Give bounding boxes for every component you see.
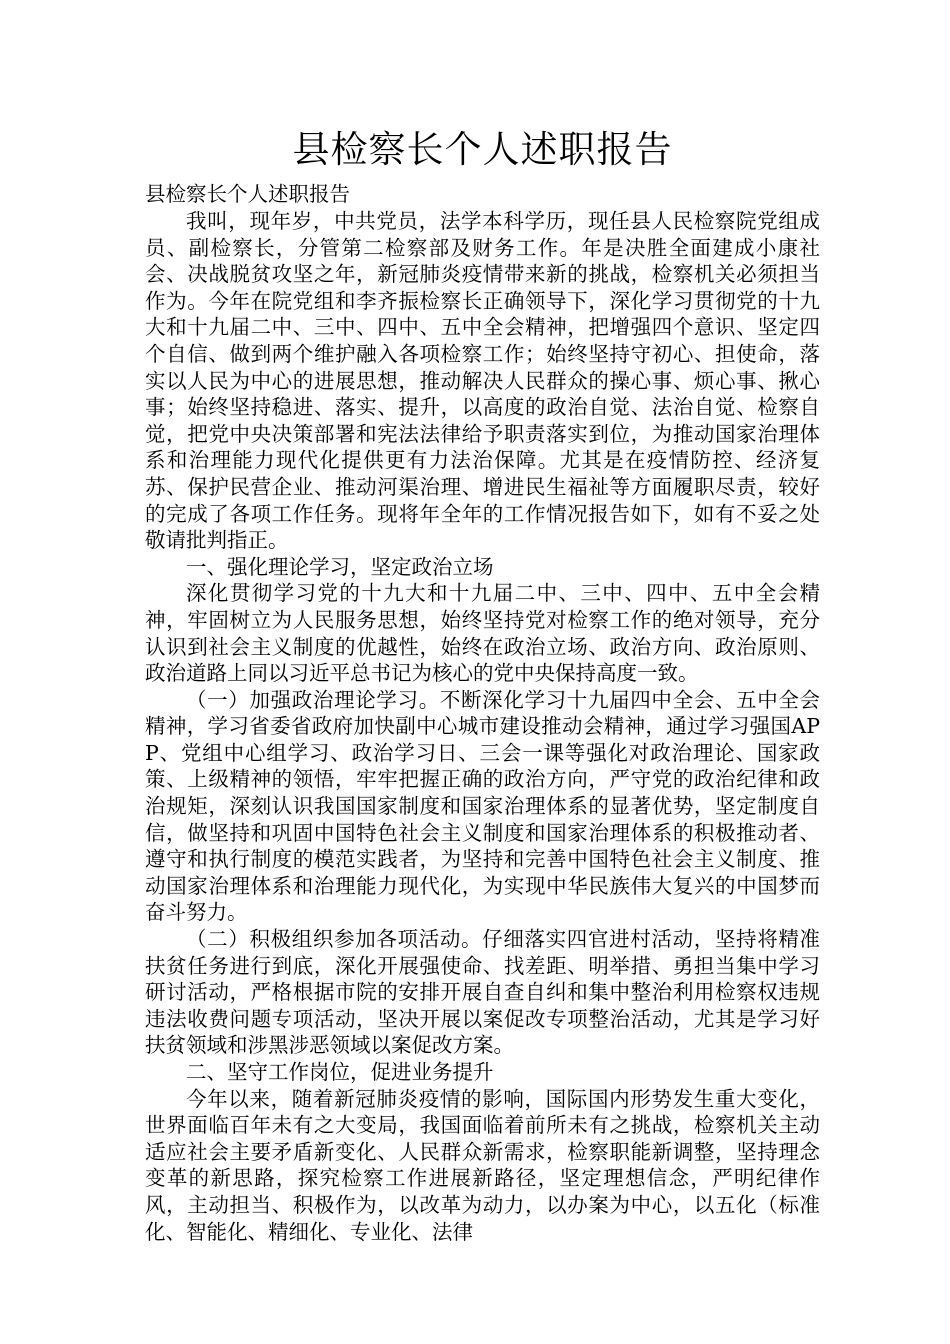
section-heading-2: 二、坚守工作岗位，促进业务提升 bbox=[186, 1060, 494, 1084]
paragraph-subsection-1-1: （一）加强政治理论学习。不断深化学习十九届四中全会、五中全会精神，学习省委省政府加快副中心城市建设推动会精神，通过学习强国APP、党组中心组学习、政治学习日、三会一课等强化对政治理论、国家政策、上级精神的领悟，牢牢把握正确的政治方向，严守党的政治纪律和政治规矩，深刻认识我国国家制度和国家治理体系的显著优势，坚定制度自信，做坚持和巩固中国特色社会主义制度和国家治理体系的积极推动者、遵守和执行制度的模范实践者，为坚持和完善中国特色社会主义制度、推动国家治理体系和治理能力现代化，为实现中华民族伟大复兴的中国梦而奋斗努力。 bbox=[145, 687, 820, 925]
paragraph-subsection-1-2: （二）积极组织参加各项活动。仔细落实四官进村活动，坚持将精准扶贫任务进行到底，深化开展强使命、找差距、明举措、勇担当集中学习研讨活动，严格根据市院的安排开展自查自纠和集中整治利用检察权违规违法收费问题专项活动，坚决开展以案促改专项整治活动，尤其是学习好扶贫领域和涉黑涉恶领域以案促改方案。 bbox=[145, 927, 820, 1058]
document-title: 县检察长个人述职报告 bbox=[292, 128, 673, 171]
paragraph-section-1: 深化贯彻学习党的十九大和十九届二中、三中、四中、五中全会精神，牢固树立为人民服务思想，始终坚持党对检察工作的绝对领导，充分认识到社会主义制度的优越性，始终在政治立场、政治方向、政治原则、政治道路上同以习近平总书记为核心的党中央保持高度一致。 bbox=[145, 581, 820, 686]
document-page bbox=[145, 120, 820, 1245]
paragraph-intro: 我叫，现年岁，中共党员，法学本科学历，现任县人民检察院党组成员、副检察长，分管第二检察部及财务工作。年是决胜全面建成小康社会、决战脱贫攻坚之年，新冠肺炎疫情带来新的挑战，检察机关必须担当作为。今年在院党组和李齐振检察长正确领导下，深化学习贯彻党的十九大和十九届二中、三中、四中、五中全会精神，把增强四个意识、坚定四个自信、做到两个维护融入各项检察工作；始终坚持守初心、担使命，落实以人民为中心的进展思想，推动解决人民群众的操心事、烦心事、揪心事；始终坚持稳进、落实、提升，以高度的政治自觉、法治自觉、检察自觉，把党中央决策部署和宪法法律给予职责落实到位，为推动国家治理体系和治理能力现代化提供更有力法治保障。尤其是在疫情防控、经济复苏、保护民营企业、推动河渠治理、增进民生福祉等方面履职尽责，较好的完成了各项工作任务。现将年全年的工作情况报告如下，如有不妥之处敬请批判指正。 bbox=[145, 209, 820, 553]
paragraph-section-2: 今年以来，随着新冠肺炎疫情的影响，国际国内形势发生重大变化，世界面临百年未有之大变局，我国面临着前所未有之挑战，检察机关主动适应社会主要矛盾新变化、人民群众新需求，检察职能新调整，坚持理念变革的新思路，探究检察工作进展新路径，坚定理想信念，严明纪律作风，主动担当、积极作为，以改革为动力，以办案为中心，以五化（标准化、智能化、精细化、专业化、法律 bbox=[145, 1086, 820, 1244]
document-subtitle: 县检察长个人述职报告 bbox=[145, 182, 350, 206]
section-heading-1: 一、强化理论学习，坚定政治立场 bbox=[186, 554, 494, 579]
